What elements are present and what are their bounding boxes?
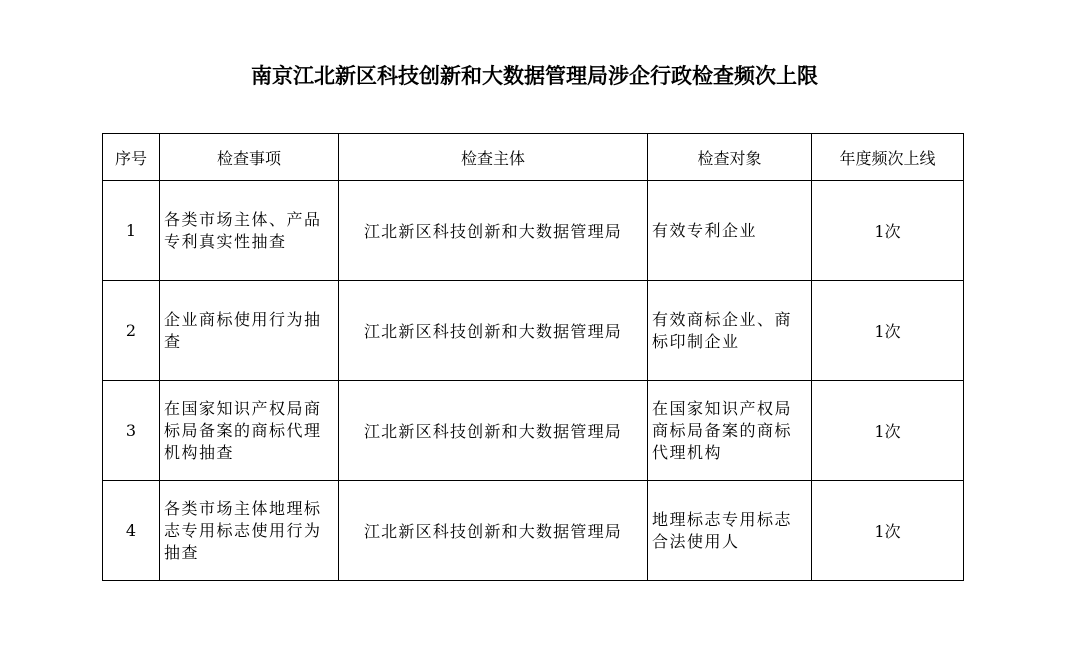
table-row [103, 381, 964, 481]
row-number: 3 [103, 381, 160, 481]
inspection-item: 在国家知识产权局商标局备案的商标代理机构抽查 [160, 381, 339, 481]
inspection-item: 各类市场主体地理标志专用标志使用行为抽查 [160, 481, 339, 581]
inspection-target: 地理标志专用标志合法使用人 [648, 481, 812, 581]
inspection-subject: 江北新区科技创新和大数据管理局 [339, 181, 648, 281]
annual-frequency: 1次 [812, 181, 964, 281]
inspection-subject: 江北新区科技创新和大数据管理局 [339, 281, 648, 381]
row-number: 2 [103, 281, 160, 381]
table-row [103, 181, 964, 281]
annual-frequency: 1次 [812, 381, 964, 481]
header-subject: 检查主体 [339, 134, 648, 181]
annual-frequency: 1次 [812, 481, 964, 581]
table-row [103, 481, 964, 581]
header-frequency: 年度频次上线 [812, 134, 964, 181]
table-header-row [103, 134, 964, 181]
row-number: 1 [103, 181, 160, 281]
inspection-limits-table [102, 133, 964, 581]
table-row [103, 281, 964, 381]
inspection-item: 企业商标使用行为抽查 [160, 281, 339, 381]
inspection-target: 有效专利企业 [648, 181, 812, 281]
inspection-subject: 江北新区科技创新和大数据管理局 [339, 381, 648, 481]
row-number: 4 [103, 481, 160, 581]
inspection-item: 各类市场主体、产品专利真实性抽查 [160, 181, 339, 281]
inspection-subject: 江北新区科技创新和大数据管理局 [339, 481, 648, 581]
inspection-target: 在国家知识产权局商标局备案的商标代理机构 [648, 381, 812, 481]
inspection-target: 有效商标企业、商标印制企业 [648, 281, 812, 381]
page-title: 南京江北新区科技创新和大数据管理局涉企行政检查频次上限 [251, 63, 818, 88]
header-item: 检查事项 [160, 134, 339, 181]
header-seq: 序号 [103, 134, 160, 181]
header-target: 检查对象 [648, 134, 812, 181]
annual-frequency: 1次 [812, 281, 964, 381]
